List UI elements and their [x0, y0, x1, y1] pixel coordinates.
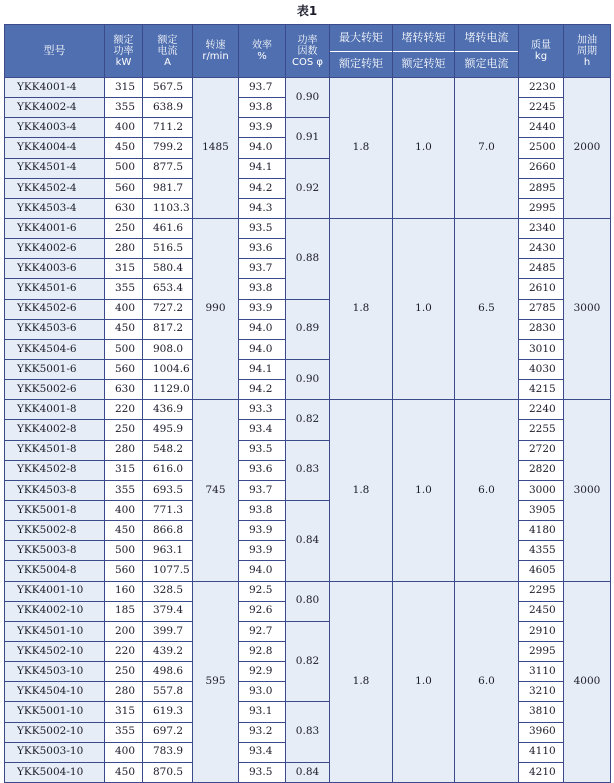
speed-cell: 745 — [193, 400, 239, 581]
model-cell: YKK4002-6 — [5, 239, 105, 259]
power-cell: 220 — [105, 400, 143, 420]
header-speed: 转速 r/min — [193, 25, 239, 78]
header-power: 额定 功率 kW — [105, 25, 143, 78]
power-cell: 400 — [105, 118, 143, 138]
power-cell: 500 — [105, 541, 143, 561]
model-cell: YKK4002-8 — [5, 420, 105, 440]
table-row — [5, 581, 611, 601]
efficiency-cell: 93.9 — [239, 541, 286, 561]
max-torque-cell: 1.8 — [330, 581, 393, 782]
efficiency-cell: 93.7 — [239, 259, 286, 279]
power-cell: 630 — [105, 198, 143, 218]
mass-cell: 4180 — [519, 521, 564, 541]
mass-cell: 3000 — [519, 480, 564, 500]
header-oil-period: 加油 周期 h — [564, 25, 611, 78]
header-efficiency: 效率 % — [239, 25, 286, 78]
current-cell: 619.3 — [143, 702, 193, 722]
model-cell: YKK4503-10 — [5, 662, 105, 682]
mass-cell: 4605 — [519, 561, 564, 581]
current-cell: 963.1 — [143, 541, 193, 561]
model-cell: YKK4003-4 — [5, 118, 105, 138]
table-row — [5, 359, 611, 379]
model-cell: YKK4502-8 — [5, 460, 105, 480]
power-factor-cell: 0.83 — [286, 440, 330, 500]
power-cell: 355 — [105, 722, 143, 742]
current-cell: 516.5 — [143, 239, 193, 259]
power-cell: 250 — [105, 420, 143, 440]
efficiency-cell: 93.1 — [239, 702, 286, 722]
efficiency-cell: 93.3 — [239, 400, 286, 420]
table-row — [5, 762, 611, 782]
power-factor-cell: 0.90 — [286, 359, 330, 399]
motor-spec-table — [4, 24, 611, 783]
mass-cell: 3210 — [519, 682, 564, 702]
max-torque-cell: 1.8 — [330, 400, 393, 581]
locked-current-cell: 6.5 — [455, 218, 519, 399]
model-cell: YKK5001-6 — [5, 359, 105, 379]
mass-cell: 3810 — [519, 702, 564, 722]
efficiency-cell: 93.6 — [239, 239, 286, 259]
power-cell: 450 — [105, 319, 143, 339]
power-factor-cell: 0.84 — [286, 500, 330, 581]
mass-cell: 4110 — [519, 742, 564, 762]
model-cell: YKK4501-10 — [5, 621, 105, 641]
power-cell: 560 — [105, 359, 143, 379]
model-cell: YKK4502-4 — [5, 178, 105, 198]
mass-cell: 2785 — [519, 299, 564, 319]
oil-period-cell: 4000 — [564, 581, 611, 782]
current-cell: 866.8 — [143, 521, 193, 541]
efficiency-cell: 94.0 — [239, 319, 286, 339]
efficiency-cell: 93.4 — [239, 420, 286, 440]
efficiency-cell: 92.5 — [239, 581, 286, 601]
model-cell: YKK4001-4 — [5, 78, 105, 98]
speed-cell: 1485 — [193, 78, 239, 219]
current-cell: 1077.5 — [143, 561, 193, 581]
efficiency-cell: 93.7 — [239, 480, 286, 500]
model-cell: YKK4503-8 — [5, 480, 105, 500]
table-row — [5, 702, 611, 722]
current-cell: 697.2 — [143, 722, 193, 742]
efficiency-cell: 94.0 — [239, 561, 286, 581]
power-factor-cell: 0.91 — [286, 118, 330, 158]
power-cell: 355 — [105, 480, 143, 500]
mass-cell: 2255 — [519, 420, 564, 440]
current-cell: 817.2 — [143, 319, 193, 339]
mass-cell: 2995 — [519, 198, 564, 218]
power-cell: 400 — [105, 742, 143, 762]
power-cell: 630 — [105, 380, 143, 400]
mass-cell: 3010 — [519, 339, 564, 359]
current-cell: 638.9 — [143, 98, 193, 118]
table-row — [5, 621, 611, 641]
mass-cell: 4215 — [519, 380, 564, 400]
table-body — [5, 78, 611, 783]
efficiency-cell: 93.5 — [239, 218, 286, 238]
power-cell: 500 — [105, 158, 143, 178]
mass-cell: 3960 — [519, 722, 564, 742]
power-factor-cell: 0.90 — [286, 78, 330, 118]
model-cell: YKK5001-8 — [5, 500, 105, 520]
efficiency-cell: 93.8 — [239, 279, 286, 299]
efficiency-cell: 94.3 — [239, 198, 286, 218]
power-cell: 355 — [105, 279, 143, 299]
efficiency-cell: 92.7 — [239, 621, 286, 641]
header-locked-current: 堵转电流 额定电流 — [455, 25, 519, 78]
power-cell: 560 — [105, 561, 143, 581]
model-cell: YKK4501-4 — [5, 158, 105, 178]
efficiency-cell: 93.8 — [239, 98, 286, 118]
model-cell: YKK5002-6 — [5, 380, 105, 400]
mass-cell: 2450 — [519, 601, 564, 621]
current-cell: 727.2 — [143, 299, 193, 319]
power-cell: 280 — [105, 682, 143, 702]
current-cell: 693.5 — [143, 480, 193, 500]
locked-torque-cell: 1.0 — [393, 581, 455, 782]
model-cell: YKK5002-10 — [5, 722, 105, 742]
oil-period-cell: 3000 — [564, 400, 611, 581]
power-cell: 250 — [105, 662, 143, 682]
power-cell: 450 — [105, 138, 143, 158]
model-cell: YKK4002-10 — [5, 601, 105, 621]
efficiency-cell: 94.1 — [239, 359, 286, 379]
mass-cell: 3110 — [519, 662, 564, 682]
efficiency-cell: 94.2 — [239, 380, 286, 400]
power-cell: 200 — [105, 621, 143, 641]
mass-cell: 2910 — [519, 621, 564, 641]
efficiency-cell: 93.8 — [239, 500, 286, 520]
table-caption: 表1 — [296, 4, 318, 18]
efficiency-cell: 93.9 — [239, 521, 286, 541]
power-cell: 450 — [105, 762, 143, 782]
mass-cell: 3905 — [519, 500, 564, 520]
mass-cell: 4210 — [519, 762, 564, 782]
model-cell: YKK4503-6 — [5, 319, 105, 339]
model-cell: YKK4002-4 — [5, 98, 105, 118]
mass-cell: 2340 — [519, 218, 564, 238]
power-factor-cell: 0.88 — [286, 218, 330, 299]
table-row — [5, 500, 611, 520]
locked-torque-cell: 1.0 — [393, 400, 455, 581]
power-factor-cell: 0.82 — [286, 621, 330, 702]
model-cell: YKK4003-6 — [5, 259, 105, 279]
header-model: 型号 — [5, 25, 105, 78]
power-cell: 160 — [105, 581, 143, 601]
model-cell: YKK5002-8 — [5, 521, 105, 541]
power-factor-cell: 0.84 — [286, 762, 330, 782]
table-row — [5, 78, 611, 98]
model-cell: YKK4004-4 — [5, 138, 105, 158]
power-factor-cell: 0.83 — [286, 702, 330, 762]
efficiency-cell: 93.9 — [239, 299, 286, 319]
efficiency-cell: 93.5 — [239, 762, 286, 782]
mass-cell: 4030 — [519, 359, 564, 379]
efficiency-cell: 93.4 — [239, 742, 286, 762]
current-cell: 328.5 — [143, 581, 193, 601]
efficiency-cell: 94.1 — [239, 158, 286, 178]
locked-torque-cell: 1.0 — [393, 218, 455, 399]
power-cell: 315 — [105, 259, 143, 279]
current-cell: 439.2 — [143, 641, 193, 661]
efficiency-cell: 94.0 — [239, 339, 286, 359]
current-cell: 1103.3 — [143, 198, 193, 218]
mass-cell: 2430 — [519, 239, 564, 259]
table-row — [5, 299, 611, 319]
current-cell: 981.7 — [143, 178, 193, 198]
header-max-torque: 最大转矩 额定转矩 — [330, 25, 393, 78]
mass-cell: 2500 — [519, 138, 564, 158]
efficiency-cell: 93.7 — [239, 78, 286, 98]
model-cell: YKK4502-6 — [5, 299, 105, 319]
model-cell: YKK4001-6 — [5, 218, 105, 238]
model-cell: YKK5004-10 — [5, 762, 105, 782]
model-cell: YKK4503-4 — [5, 198, 105, 218]
current-cell: 557.8 — [143, 682, 193, 702]
current-cell: 498.6 — [143, 662, 193, 682]
efficiency-cell: 94.2 — [239, 178, 286, 198]
oil-period-cell: 2000 — [564, 78, 611, 219]
mass-cell: 2895 — [519, 178, 564, 198]
efficiency-cell: 93.9 — [239, 118, 286, 138]
model-cell: YKK4001-10 — [5, 581, 105, 601]
header-current: 额定 电流 A — [143, 25, 193, 78]
header-locked-torque: 堵转转矩 额定转矩 — [393, 25, 455, 78]
model-cell: YKK5001-10 — [5, 702, 105, 722]
mass-cell: 2240 — [519, 400, 564, 420]
model-cell: YKK4504-6 — [5, 339, 105, 359]
mass-cell: 2295 — [519, 581, 564, 601]
power-cell: 280 — [105, 440, 143, 460]
power-cell: 560 — [105, 178, 143, 198]
power-cell: 400 — [105, 500, 143, 520]
table-row — [5, 218, 611, 238]
power-cell: 355 — [105, 98, 143, 118]
power-cell: 185 — [105, 601, 143, 621]
efficiency-cell: 94.0 — [239, 138, 286, 158]
power-factor-cell: 0.80 — [286, 581, 330, 621]
efficiency-cell: 93.2 — [239, 722, 286, 742]
power-cell: 315 — [105, 702, 143, 722]
current-cell: 771.3 — [143, 500, 193, 520]
power-factor-cell: 0.89 — [286, 299, 330, 359]
current-cell: 870.5 — [143, 762, 193, 782]
current-cell: 436.9 — [143, 400, 193, 420]
power-cell: 250 — [105, 218, 143, 238]
table-row — [5, 440, 611, 460]
mass-cell: 2485 — [519, 259, 564, 279]
oil-period-cell: 3000 — [564, 218, 611, 399]
current-cell: 580.4 — [143, 259, 193, 279]
table-row — [5, 118, 611, 138]
current-cell: 653.4 — [143, 279, 193, 299]
mass-cell: 4355 — [519, 541, 564, 561]
locked-current-cell: 6.0 — [455, 581, 519, 782]
model-cell: YKK4502-10 — [5, 641, 105, 661]
current-cell: 379.4 — [143, 601, 193, 621]
power-cell: 450 — [105, 521, 143, 541]
current-cell: 783.9 — [143, 742, 193, 762]
model-cell: YKK5003-8 — [5, 541, 105, 561]
model-cell: YKK4501-6 — [5, 279, 105, 299]
current-cell: 1129.0 — [143, 380, 193, 400]
current-cell: 495.9 — [143, 420, 193, 440]
power-cell: 500 — [105, 339, 143, 359]
current-cell: 877.5 — [143, 158, 193, 178]
power-cell: 315 — [105, 78, 143, 98]
max-torque-cell: 1.8 — [330, 218, 393, 399]
locked-torque-cell: 1.0 — [393, 78, 455, 219]
mass-cell: 2995 — [519, 641, 564, 661]
mass-cell: 2610 — [519, 279, 564, 299]
locked-current-cell: 6.0 — [455, 400, 519, 581]
efficiency-cell: 93.0 — [239, 682, 286, 702]
power-cell: 220 — [105, 641, 143, 661]
locked-current-cell: 7.0 — [455, 78, 519, 219]
current-cell: 616.0 — [143, 460, 193, 480]
current-cell: 908.0 — [143, 339, 193, 359]
current-cell: 799.2 — [143, 138, 193, 158]
power-factor-cell: 0.92 — [286, 158, 330, 218]
model-cell: YKK5004-8 — [5, 561, 105, 581]
efficiency-cell: 93.6 — [239, 460, 286, 480]
current-cell: 399.7 — [143, 621, 193, 641]
mass-cell: 2245 — [519, 98, 564, 118]
mass-cell: 2830 — [519, 319, 564, 339]
current-cell: 1004.6 — [143, 359, 193, 379]
mass-cell: 2440 — [519, 118, 564, 138]
table-row — [5, 400, 611, 420]
power-cell: 315 — [105, 460, 143, 480]
model-cell: YKK5003-10 — [5, 742, 105, 762]
efficiency-cell: 92.8 — [239, 641, 286, 661]
efficiency-cell: 93.5 — [239, 440, 286, 460]
current-cell: 711.2 — [143, 118, 193, 138]
header-row — [5, 25, 611, 78]
mass-cell: 2660 — [519, 158, 564, 178]
current-cell: 461.6 — [143, 218, 193, 238]
speed-cell: 595 — [193, 581, 239, 782]
header-power-factor: 功率 因数 COS φ — [286, 25, 330, 78]
model-cell: YKK4501-8 — [5, 440, 105, 460]
max-torque-cell: 1.8 — [330, 78, 393, 219]
power-factor-cell: 0.82 — [286, 400, 330, 440]
mass-cell: 2230 — [519, 78, 564, 98]
current-cell: 548.2 — [143, 440, 193, 460]
power-cell: 280 — [105, 239, 143, 259]
efficiency-cell: 92.6 — [239, 601, 286, 621]
mass-cell: 2720 — [519, 440, 564, 460]
speed-cell: 990 — [193, 218, 239, 399]
model-cell: YKK4001-8 — [5, 400, 105, 420]
current-cell: 567.5 — [143, 78, 193, 98]
mass-cell: 2820 — [519, 460, 564, 480]
header-mass: 质量 kg — [519, 25, 564, 78]
power-cell: 400 — [105, 299, 143, 319]
efficiency-cell: 92.9 — [239, 662, 286, 682]
model-cell: YKK4504-10 — [5, 682, 105, 702]
table-row — [5, 158, 611, 178]
